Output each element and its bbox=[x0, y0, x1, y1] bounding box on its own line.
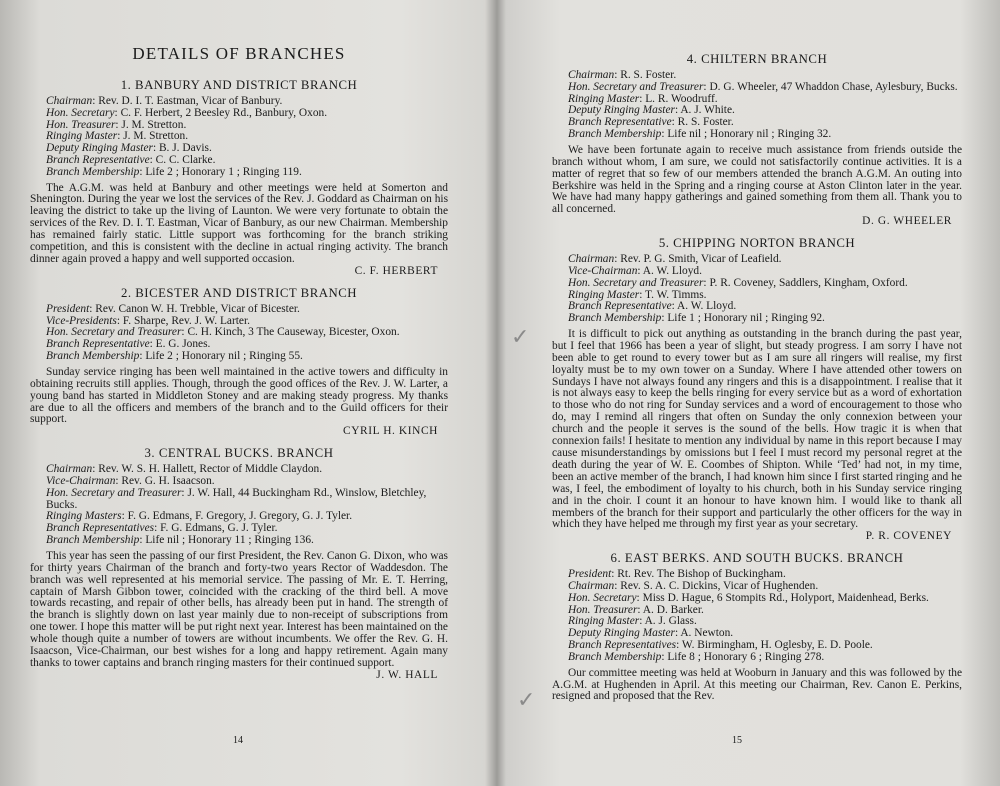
officer-line: Deputy Ringing Master: B. J. Davis. bbox=[46, 142, 212, 155]
report-signature: D. G. WHEELER bbox=[862, 215, 952, 228]
branch-heading: 3. CENTRAL BUCKS. BRANCH bbox=[144, 446, 334, 461]
branch-1 bbox=[30, 78, 448, 278]
officer-value: F. G. Edmans, G. J. Tyler. bbox=[160, 522, 278, 535]
officer-line: Branch Membership: Life 1 ; Honorary nil ; Ringing 92. bbox=[568, 312, 825, 325]
officer-list bbox=[552, 254, 962, 325]
officer-role: President bbox=[46, 302, 90, 315]
officer-value: A. J. White. bbox=[680, 104, 735, 117]
officer-value: Life 2 ; Honorary 1 ; Ringing 119. bbox=[145, 165, 302, 178]
page-title: DETAILS OF BRANCHES bbox=[132, 44, 346, 63]
officer-role: Ringing Master bbox=[46, 130, 118, 143]
officer-line: Chairman: Rev. P. G. Smith, Vicar of Leafield. bbox=[568, 253, 782, 266]
officer-role: Hon. Secretary bbox=[568, 591, 637, 604]
officer-value: A. J. Glass. bbox=[644, 615, 697, 628]
officer-value: Life 8 ; Honorary 6 ; Ringing 278. bbox=[667, 650, 825, 663]
officer-value: A. Newton. bbox=[680, 627, 734, 640]
officer-line: Branch Representative: E. G. Jones. bbox=[46, 338, 211, 351]
officer-line: Chairman: R. S. Foster. bbox=[568, 69, 677, 81]
branch-report: Our committee meeting was held at Wooburn in January and this was followed by the A.G.M. at Hughenden in April. At this meeting our Chairman, Rev. Canon E. Perkins, resigned and proposed that the Rev. bbox=[552, 666, 962, 703]
officer-list bbox=[552, 569, 962, 663]
officer-value: Rt. Rev. The Bishop of Buckingham. bbox=[617, 568, 786, 581]
officer-value: Rev. S. A. C. Dickins, Vicar of Hughenden. bbox=[620, 580, 819, 593]
officer-line: Branch Membership: Life 2 ; Honorary nil ; Ringing 55. bbox=[46, 350, 303, 363]
page-number: 14 bbox=[233, 735, 243, 746]
officer-role: Branch Representative bbox=[46, 338, 150, 351]
branch-heading: 1. BANBURY AND DISTRICT BRANCH bbox=[120, 78, 358, 92]
officer-role: Chairman bbox=[568, 580, 615, 593]
officer-value: Life nil ; Honorary 11 ; Ringing 136. bbox=[145, 534, 314, 547]
officer-line: Chairman: Rev. W. S. H. Hallett, Rector of Middle Claydon. bbox=[46, 463, 323, 476]
officer-value: R. S. Foster. bbox=[620, 69, 677, 81]
report-signature: P. R. COVENEY bbox=[865, 530, 952, 543]
officer-line: Hon. Secretary and Treasurer: P. R. Coveney, Saddlers, Kingham, Oxford. bbox=[568, 276, 908, 289]
officer-role: Hon. Treasurer bbox=[46, 118, 116, 131]
officer-value: Life nil ; Honorary nil ; Ringing 32. bbox=[667, 127, 832, 140]
officer-value: B. J. Davis. bbox=[158, 142, 212, 155]
officer-role: Hon. Secretary bbox=[46, 106, 115, 119]
branch-heading: 4. CHILTERN BRANCH bbox=[686, 52, 828, 66]
officer-role: Branch Membership bbox=[46, 165, 140, 178]
branch-5 bbox=[552, 236, 962, 543]
officer-value: F. G. Edmans, F. Gregory, J. Gregory, G. J. Tyler. bbox=[127, 510, 353, 523]
officer-line: Hon. Secretary: C. F. Herbert, 2 Beesley Rd., Banbury, Oxon. bbox=[46, 106, 328, 119]
officer-line: Hon. Secretary: Miss D. Hague, 6 Stompits Rd., Holyport, Maidenhead, Berks. bbox=[568, 591, 929, 604]
officer-role: Chairman bbox=[46, 95, 93, 107]
officer-role: Vice-Chairman bbox=[568, 264, 638, 277]
officer-value: W. Birmingham, H. Oglesby, E. D. Poole. bbox=[681, 639, 873, 651]
officer-role: Ringing Master bbox=[568, 288, 640, 301]
officer-role: Branch Membership bbox=[46, 350, 140, 363]
officer-role: Hon. Secretary and Treasurer bbox=[568, 80, 704, 93]
officer-role: Chairman bbox=[568, 69, 615, 81]
officer-value: Miss D. Hague, 6 Stompits Rd., Holyport, Maidenhead, Berks. bbox=[642, 591, 929, 604]
branch-3 bbox=[30, 446, 448, 682]
officer-line: Ringing Master: J. M. Stretton. bbox=[46, 130, 189, 143]
officer-role: Ringing Masters bbox=[46, 510, 122, 523]
officer-role: Branch Representatives bbox=[568, 639, 677, 651]
officer-role: Vice-Chairman bbox=[46, 475, 116, 488]
officer-line: Branch Membership: Life nil ; Honorary 11 ; Ringing 136. bbox=[46, 534, 314, 547]
branch-report: We have been fortunate again to receive much assistance from friends outside the branch without whom, I am sure, we could not satisfactorily continue activities. It is a matter of regret that so few of our members attended the branch A.G.M. An outing into Berkshire was held in the Spring and a ringing course at Aston Clinton later in the year. We have had many happy gatherings and gained something from them all. Thank you to all concerned. bbox=[552, 143, 962, 216]
officer-line: Hon. Secretary and Treasurer: C. H. Kinch, 3 The Causeway, Bicester, Oxon. bbox=[46, 326, 400, 339]
page-number: 15 bbox=[732, 735, 742, 746]
left-page bbox=[30, 0, 448, 786]
officer-line: Ringing Master: L. R. Woodruff. bbox=[568, 92, 718, 105]
officer-role: Branch Membership bbox=[568, 312, 662, 325]
officer-line: Hon. Treasurer: A. D. Barker. bbox=[568, 603, 704, 616]
officer-line: Branch Membership: Life 2 ; Honorary 1 ; Ringing 119. bbox=[46, 165, 302, 178]
officer-value: Rev. G. H. Isaacson. bbox=[121, 475, 215, 488]
officer-value: Rev. W. S. H. Hallett, Rector of Middle Claydon. bbox=[98, 463, 323, 476]
officer-role: Deputy Ringing Master bbox=[568, 104, 675, 117]
officer-line: Vice-Presidents: F. Sharpe, Rev. J. W. Larter. bbox=[46, 314, 250, 327]
officer-value: J. M. Stretton. bbox=[121, 118, 187, 131]
officer-value: E. G. Jones. bbox=[155, 338, 211, 351]
officer-value: C. F. Herbert, 2 Beesley Rd., Banbury, Oxon. bbox=[120, 106, 328, 119]
officer-value: Rev. Canon W. H. Trebble, Vicar of Bicester. bbox=[95, 302, 300, 315]
officer-line: Branch Representative: R. S. Foster. bbox=[568, 116, 734, 129]
branch-report: This year has seen the passing of our first President, the Rev. Canon G. Dixon, who was for thirty years Chairman of the branch and forty-two years Rector of Waddesdon. The branch was well represented at his memorial service. The passing of Mr. E. T. Herring, captain of Marsh Gibbon tower, coincided with the cracking of the third bell. A move towards recasting, and repair of other bells, has already been put in hand. The strength of the branch is slightly down on last year mainly due to non-receipt of subscriptions from one tower. I hope this matter will be put right next year. Interest has been maintained on the whole though quite a number of towers are without incumbents. We offer the Rev. G. H. Isaacson, Vice-Chairman, our best wishes for a long and happy retirement. Again many thanks to tower captains and branch ringing masters for their continued support. bbox=[30, 549, 448, 669]
officer-value: R. S. Foster. bbox=[677, 116, 734, 129]
officer-value: Life 2 ; Honorary nil ; Ringing 55. bbox=[145, 350, 303, 363]
officer-role: Deputy Ringing Master bbox=[46, 142, 153, 155]
report-signature: C. F. HERBERT bbox=[354, 264, 438, 277]
right-page bbox=[552, 0, 962, 786]
officer-value: D. G. Wheeler, 47 Whaddon Chase, Aylesbury, Bucks. bbox=[709, 80, 958, 93]
officer-line: Ringing Masters: F. G. Edmans, F. Gregory, J. Gregory, G. J. Tyler. bbox=[46, 510, 353, 523]
officer-line: Branch Representatives: W. Birmingham, H. Oglesby, E. D. Poole. bbox=[568, 639, 873, 651]
officer-line: Branch Representatives: F. G. Edmans, G. J. Tyler. bbox=[46, 522, 278, 535]
officer-value: J. M. Stretton. bbox=[123, 130, 189, 143]
branch-report: The A.G.M. was held at Banbury and other meetings were held at Somerton and Shenington. During the year we lost the services of the Rev. J. Goddard as Chairman on his leaving the district to take up the living of Launton. We were very fortunate to obtain the services of the Rev. D. I. T. Eastman, Vicar of Banbury, as our new Chairman. Membership has remained fairly static. Little support was forthcoming for the branch striking competition, and this is consistent with the decline in actual ringing activity. The branch dinner again proved a happy and well supported occasion. bbox=[30, 181, 448, 266]
officer-line: Vice-Chairman: A. W. Lloyd. bbox=[568, 264, 702, 277]
officer-role: President bbox=[568, 568, 612, 581]
officer-line: Hon. Treasurer: J. M. Stretton. bbox=[46, 118, 187, 131]
officer-value: L. R. Woodruff. bbox=[645, 92, 718, 105]
officer-line: Branch Membership: Life nil ; Honorary nil ; Ringing 32. bbox=[568, 127, 832, 140]
officer-value: C. C. Clarke. bbox=[155, 153, 216, 166]
officer-line: Branch Representative: A. W. Lloyd. bbox=[568, 300, 737, 313]
officer-line: Hon. Secretary and Treasurer: D. G. Wheeler, 47 Whaddon Chase, Aylesbury, Bucks. bbox=[568, 80, 958, 93]
branch-heading: 2. BICESTER AND DISTRICT BRANCH bbox=[120, 285, 358, 300]
branch-2 bbox=[30, 286, 448, 438]
officer-role: Chairman bbox=[46, 463, 93, 476]
officer-role: Ringing Master bbox=[568, 615, 640, 628]
officer-line: President: Rev. Canon W. H. Trebble, Vicar of Bicester. bbox=[46, 302, 300, 315]
officer-value: F. Sharpe, Rev. J. W. Larter. bbox=[122, 314, 250, 327]
pencil-tick-mark: ✓ bbox=[511, 325, 530, 350]
pencil-tick-mark: ✓ bbox=[517, 688, 536, 713]
officer-role: Hon. Secretary and Treasurer bbox=[46, 326, 182, 339]
officer-value: A. W. Lloyd. bbox=[677, 300, 737, 313]
officer-value: A. W. Lloyd. bbox=[642, 264, 702, 277]
branch-report: It is difficult to pick out anything as outstanding in the branch during the past year, but I feel that 1966 has been a year of slight, but steady progress. I am sorry I have not been able to get round to every tower but as I am sure all ringers will realise, my first loyalty must be to my own tower on a Sunday. Where I have attended other towers on Sundays I have not always found any ringers and this is a disappointment. I realise that it is not always easy to keep the bells ringing for every service but as a word of exhortation to those who do not ring for Sunday services and a word of encouragement to those who do, may I remind all ringers that often on Sunday the only connexion between your church and the people it serves is the sound of the bells. How tragic it is when that connexion fails! I hesitate to mention any individual by name in this report because I may cause misunderstandings by omissions but I feel I must record my personal regret at the death during the year of W. E. Coombes of Shipton. While ‘Ted’ had not, in my time, been an active member of the branch, I had known him since I first started ringing and he was, I feel, the embodiment of loyalty to his church, both in his Sunday service ringing and in the choir. I count it an honour to have known him. I would like to thank all members of the branch for their support and particularly the other officers for the way in which they have helped me through my first year as your secretary. bbox=[552, 327, 962, 531]
officer-role: Chairman bbox=[568, 253, 615, 266]
branch-4 bbox=[552, 52, 962, 228]
branch-heading: 5. CHIPPING NORTON BRANCH bbox=[658, 236, 856, 251]
officer-role: Branch Representative bbox=[46, 153, 150, 166]
branch-6 bbox=[552, 551, 962, 703]
branch-report: Sunday service ringing has been well maintained in the active towers and difficulty in obtaining recruits still applies. Though, through the good offices of the Rev. J. W. Larter, a young band has started in Middleton Stoney and are making steady progress. My thanks are due to all the officers and members of the branch and to the Guild officers for their support. bbox=[30, 365, 448, 426]
officer-role: Branch Membership bbox=[568, 127, 662, 140]
officer-value: C. H. Kinch, 3 The Causeway, Bicester, Oxon. bbox=[187, 326, 400, 339]
officer-line: Deputy Ringing Master: A. Newton. bbox=[568, 627, 734, 640]
officer-line: President: Rt. Rev. The Bishop of Buckingham. bbox=[568, 568, 786, 581]
officer-value: A. D. Barker. bbox=[642, 603, 704, 616]
officer-list bbox=[30, 304, 448, 363]
officer-value: Rev. D. I. T. Eastman, Vicar of Banbury. bbox=[98, 95, 283, 107]
officer-role: Branch Representative bbox=[568, 116, 672, 129]
officer-role: Vice-Presidents bbox=[46, 314, 117, 327]
officer-line: Ringing Master: A. J. Glass. bbox=[568, 615, 697, 628]
officer-line: Hon. Secretary and Treasurer: J. W. Hall, 44 Buckingham Rd., Winslow, Bletchley, Bucks. bbox=[46, 486, 427, 511]
officer-line: Ringing Master: T. W. Timms. bbox=[568, 288, 707, 301]
branch-heading: 6. EAST BERKS. AND SOUTH BUCKS. BRANCH bbox=[610, 551, 904, 566]
officer-line: Chairman: Rev. D. I. T. Eastman, Vicar of Banbury. bbox=[46, 95, 283, 107]
officer-value: T. W. Timms. bbox=[645, 288, 707, 301]
officer-value: Life 1 ; Honorary nil ; Ringing 92. bbox=[667, 312, 825, 325]
officer-role: Branch Membership bbox=[46, 534, 140, 547]
officer-line: Vice-Chairman: Rev. G. H. Isaacson. bbox=[46, 475, 215, 488]
officer-value: P. R. Coveney, Saddlers, Kingham, Oxford. bbox=[709, 276, 908, 289]
officer-role: Deputy Ringing Master bbox=[568, 627, 675, 640]
officer-role: Hon. Secretary and Treasurer bbox=[46, 486, 182, 499]
officer-list bbox=[30, 96, 448, 179]
report-signature: CYRIL H. KINCH bbox=[343, 425, 438, 438]
officer-value: Rev. P. G. Smith, Vicar of Leafield. bbox=[620, 253, 782, 266]
officer-role: Ringing Master bbox=[568, 92, 640, 105]
officer-value: J. W. Hall, 44 Buckingham Rd., Winslow, Bletchley, Bucks. bbox=[46, 486, 427, 511]
officer-line: Deputy Ringing Master: A. J. White. bbox=[568, 104, 735, 117]
officer-role: Hon. Secretary and Treasurer bbox=[568, 276, 704, 289]
officer-role: Branch Representatives bbox=[46, 522, 155, 535]
officer-line: Branch Representative: C. C. Clarke. bbox=[46, 153, 216, 166]
officer-role: Branch Membership bbox=[568, 650, 662, 663]
officer-role: Hon. Treasurer bbox=[568, 603, 638, 616]
officer-list bbox=[30, 464, 448, 547]
report-signature: J. W. HALL bbox=[376, 668, 438, 681]
officer-line: Chairman: Rev. S. A. C. Dickins, Vicar of Hughenden. bbox=[568, 580, 819, 593]
officer-role: Branch Representative bbox=[568, 300, 672, 313]
officer-line: Branch Membership: Life 8 ; Honorary 6 ; Ringing 278. bbox=[568, 650, 825, 663]
officer-list bbox=[552, 70, 962, 141]
